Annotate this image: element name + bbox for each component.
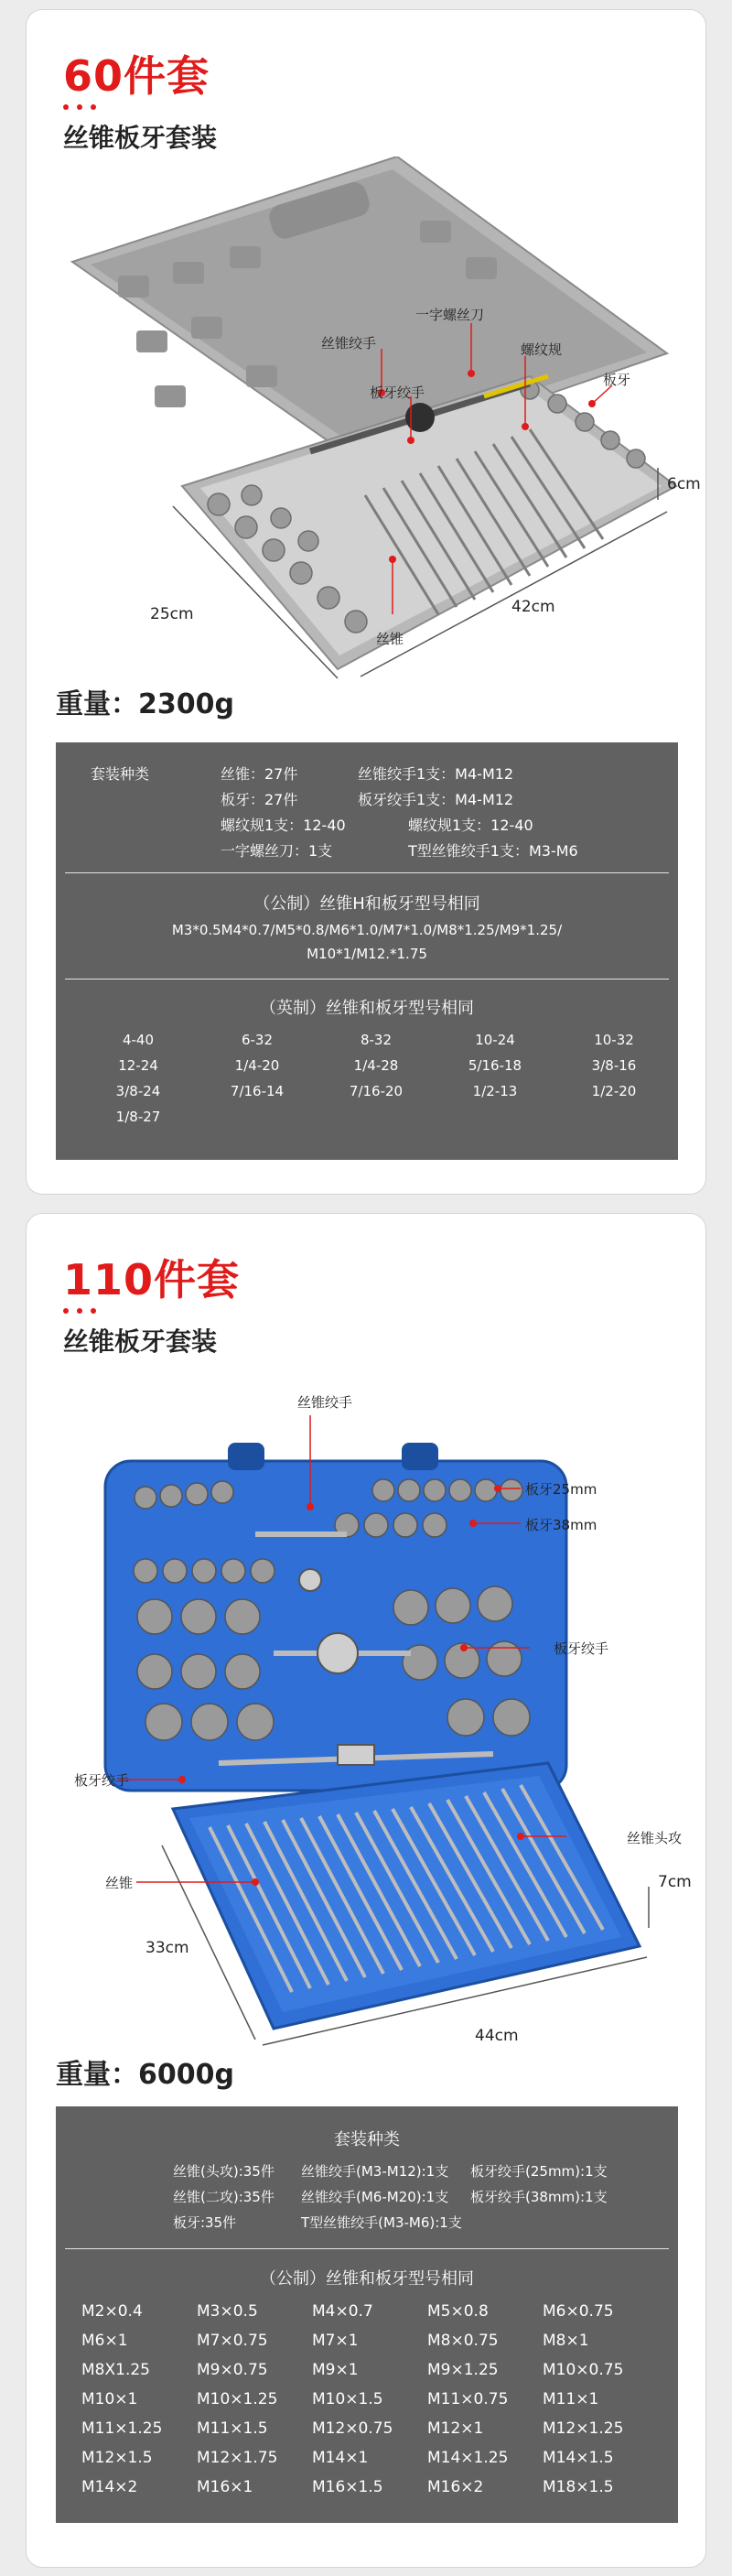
set110-weight: 重量：6000g	[56, 2059, 234, 2091]
divider	[65, 979, 669, 980]
set110-card	[26, 1213, 706, 2568]
title-dots	[63, 104, 96, 110]
metric-size-cell: M10×1.25	[197, 2390, 278, 2408]
callout-die: 板牙	[603, 372, 631, 388]
callout-die-wrench-right: 板牙绞手	[554, 1640, 609, 1657]
imperial-size-cell: 7/16-20	[349, 1083, 404, 1099]
metric-size-cell: M12×1.25	[543, 2419, 624, 2438]
spec-item: 板牙绞手1支：M4-M12	[358, 791, 514, 808]
metric-size-cell: M6×1	[81, 2332, 128, 2350]
spec-item: 螺纹规1支：12-40	[221, 817, 346, 834]
metric-size-cell: M7×0.75	[197, 2332, 268, 2350]
spec-item: 螺纹规1支：12-40	[408, 817, 533, 834]
imperial-size-cell: 1/8-27	[115, 1109, 161, 1125]
imperial-size-cell: 1/4-20	[234, 1057, 280, 1074]
metric-size-cell: M14×1.25	[427, 2449, 509, 2467]
callout-die-25mm: 板牙25mm	[525, 1481, 597, 1498]
spec-item: T型丝锥绞手(M3-M6):1支	[301, 2214, 462, 2231]
callout-tap-wrench: 丝锥绞手	[297, 1394, 353, 1411]
metric-size-cell: M9×0.75	[197, 2361, 268, 2379]
metric-size-cell: M16×1.5	[312, 2478, 383, 2496]
imperial-size-cell: 5/16-18	[468, 1057, 522, 1074]
spec-type-label: 套装种类	[91, 765, 150, 783]
metric-size-cell: M18×1.5	[543, 2478, 614, 2496]
divider	[65, 872, 669, 873]
metric-size-cell: M12×1.5	[81, 2449, 153, 2467]
callout-die-38mm: 板牙38mm	[525, 1517, 597, 1533]
spec-item: 板牙：27件	[221, 791, 298, 808]
callout-die-wrench-left: 板牙绞手	[74, 1772, 130, 1789]
spec-item: 丝锥绞手(M6-M20):1支	[301, 2189, 449, 2205]
dim-height: 6cm	[667, 475, 701, 493]
spec-item: 丝锥绞手1支：M4-M12	[358, 765, 514, 783]
metric-size-cell: M12×1	[427, 2419, 484, 2438]
metric-size-cell: M4×0.7	[312, 2302, 373, 2321]
metric-size-cell: M14×2	[81, 2478, 138, 2496]
set110-title: 110件套	[63, 1255, 241, 1304]
metric-line: M10*1/M12.*1.75	[307, 946, 427, 962]
imperial-size-cell: 1/4-28	[353, 1057, 399, 1074]
metric-size-cell: M12×0.75	[312, 2419, 393, 2438]
metric-size-cell: M8×1	[543, 2332, 589, 2350]
metric-size-cell: M11×1	[543, 2390, 599, 2408]
metric-size-cell: M11×1.25	[81, 2419, 163, 2438]
spec-item: 板牙绞手(38mm):1支	[470, 2189, 608, 2205]
spec-item: 丝锥绞手(M3-M12):1支	[301, 2163, 449, 2180]
spec-item: 板牙绞手(25mm):1支	[470, 2163, 608, 2180]
metric-size-cell: M5×0.8	[427, 2302, 489, 2321]
metric-line: M3*0.5M4*0.7/M5*0.8/M6*1.0/M7*1.0/M8*1.25/M9*1.25/	[171, 922, 563, 938]
metric-size-cell: M14×1	[312, 2449, 369, 2467]
dim-width: 44cm	[475, 2027, 519, 2045]
metric-size-cell: M9×1	[312, 2361, 359, 2379]
set60-spec-panel	[56, 742, 678, 1160]
type-title: 套装种类	[334, 2130, 400, 2149]
imperial-title: （英制）丝锥和板牙型号相同	[260, 999, 474, 1018]
imperial-size-cell: 7/16-14	[230, 1083, 285, 1099]
dim-depth: 25cm	[150, 605, 194, 623]
metric-title: （公制）丝锥和板牙型号相同	[260, 2269, 474, 2289]
set110-spec-panel	[56, 2106, 678, 2523]
metric-size-cell: M3×0.5	[197, 2302, 258, 2321]
imperial-size-cell: 8-32	[360, 1032, 393, 1048]
imperial-size-cell: 1/2-13	[472, 1083, 518, 1099]
callout-tap-head: 丝锥头攻	[627, 1830, 683, 1846]
title-dots	[63, 1308, 96, 1314]
spec-item: 丝锥(头攻):35件	[173, 2163, 274, 2180]
metric-size-cell: M11×1.5	[197, 2419, 268, 2438]
set60-product-image	[36, 157, 698, 687]
callout-tap-wrench: 丝锥绞手	[321, 335, 377, 352]
metric-size-cell: M7×1	[312, 2332, 359, 2350]
dim-height: 7cm	[658, 1873, 692, 1891]
set60-weight: 重量：2300g	[56, 688, 234, 720]
callout-thread-gauge: 螺纹规	[521, 341, 563, 358]
spec-item: 一字螺丝刀：1支	[221, 842, 333, 860]
set60-subtitle: 丝锥板牙套装	[63, 123, 218, 153]
imperial-size-cell: 1/2-20	[591, 1083, 637, 1099]
spec-item: 板牙:35件	[173, 2214, 237, 2231]
set60-card	[26, 9, 706, 1195]
callout-screwdriver: 一字螺丝刀	[415, 307, 485, 323]
callout-die-wrench: 板牙绞手	[370, 384, 425, 401]
imperial-size-cell: 3/8-24	[115, 1083, 161, 1099]
metric-size-cell: M11×0.75	[427, 2390, 509, 2408]
set110-product-image	[36, 1388, 698, 2065]
set60-title: 60件套	[63, 51, 210, 101]
metric-size-cell: M6×0.75	[543, 2302, 614, 2321]
metric-size-cell: M8×0.75	[427, 2332, 499, 2350]
imperial-size-cell: 10-32	[594, 1032, 634, 1048]
spec-item: 丝锥(二攻):35件	[173, 2189, 274, 2205]
callout-tap: 丝锥	[105, 1875, 134, 1891]
metric-size-cell: M12×1.75	[197, 2449, 278, 2467]
imperial-size-cell: 10-24	[475, 1032, 515, 1048]
metric-size-cell: M16×1	[197, 2478, 253, 2496]
imperial-size-cell: 6-32	[241, 1032, 274, 1048]
set110-subtitle: 丝锥板牙套装	[63, 1326, 218, 1357]
metric-title: （公制）丝锥H和板牙型号相同	[253, 894, 480, 914]
metric-size-cell: M8X1.25	[81, 2361, 150, 2379]
metric-size-cell: M9×1.25	[427, 2361, 499, 2379]
callout-tap: 丝锥	[376, 631, 404, 647]
metric-size-cell: M10×0.75	[543, 2361, 624, 2379]
spec-item: T型丝锥绞手1支：M3-M6	[408, 842, 578, 860]
imperial-size-cell: 4-40	[122, 1032, 155, 1048]
metric-size-cell: M16×2	[427, 2478, 484, 2496]
dim-depth: 33cm	[145, 1939, 189, 1957]
metric-size-cell: M2×0.4	[81, 2302, 143, 2321]
spec-item: 丝锥：27件	[221, 765, 298, 783]
imperial-size-cell: 12-24	[118, 1057, 158, 1074]
metric-size-cell: M14×1.5	[543, 2449, 614, 2467]
dim-width: 42cm	[511, 598, 555, 616]
metric-size-cell: M10×1	[81, 2390, 138, 2408]
metric-size-cell: M10×1.5	[312, 2390, 383, 2408]
imperial-size-cell: 3/8-16	[591, 1057, 637, 1074]
divider	[65, 2248, 669, 2249]
